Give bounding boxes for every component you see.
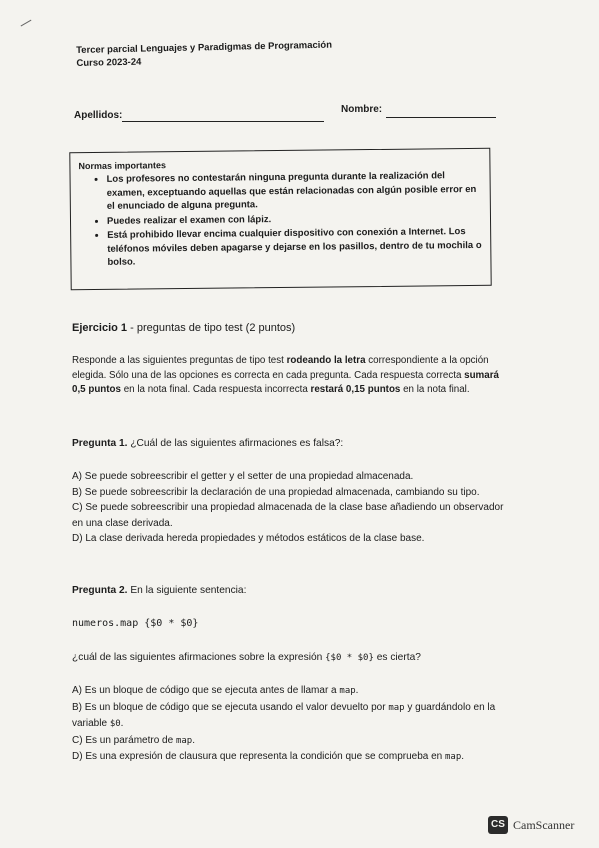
question-2-prompt [72,651,421,665]
exam-header [76,39,332,70]
code-snippet: numeros.map {$0 * $0} [72,618,199,629]
question-label: Pregunta 1. [72,438,128,449]
norms-box [69,148,491,290]
exercise-instructions [72,354,512,398]
option-d[interactable] [72,749,517,766]
camscanner-watermark: CamScanner [513,818,575,832]
question-text: ¿Cuál de las siguientes afirmaciones es falsa?: [127,438,344,449]
option-text: . [192,734,195,746]
intro-text: en la nota final. Cada respuesta incorrecta [121,384,311,395]
option-text: D) Es una expresión de clausura que representa la condición que se comprueba en [72,751,446,762]
option-d[interactable]: D) La clase derivada hereda propiedades y métodos estáticos de la clase base. [72,533,425,544]
apellidos-line[interactable] [122,121,324,122]
question-2 [72,584,246,598]
option-text: C) Es un parámetro de [72,734,176,746]
option-code: $0 [109,719,121,729]
exercise-title [72,322,295,334]
question-1-options [72,469,517,547]
intro-text: Responde a las siguientes preguntas de tipo test [72,355,287,366]
option-code: map [388,702,405,713]
option-c[interactable] [72,733,517,750]
apellidos-label: Apellidos: [74,110,123,121]
question-text: En la siguiente sentencia: [127,585,247,596]
question-label: Pregunta 2. [72,585,128,596]
nombre-line[interactable] [386,117,496,118]
prompt-code: {$0 * $0} [325,653,374,663]
norms-title: Normas importantes [78,160,167,172]
option-text: y guardándolo en la variable [72,701,496,729]
option-code: map [339,686,356,696]
option-c[interactable]: C) Se puede sobreescribir una propiedad almacenada de la clase base añadiendo un observador en una clase derivada. [72,502,504,529]
intro-bold: rodeando la letra [286,355,366,366]
exercise-subtitle: - preguntas de tipo test (2 puntos) [127,322,296,334]
header-title: Tercer parcial Lenguajes y Paradigmas de Programación [76,39,333,56]
intro-text: correspondiente a la opción elegida. Sólo una de las opciones es correcta en cada pregunta. Cada respuesta correcta [72,355,489,381]
option-a[interactable] [72,683,517,700]
norm-item: • Está prohibido llevar encima cualquier dispositivo con conexión a Internet. Los teléfonos móviles deben apagarse y dejarse en los pasillos, dentro de tu mochila o bolso. [107,225,482,269]
norm-item: • Puedes realizar el examen con lápiz. [107,210,482,227]
option-text: B) Es un bloque de código que se ejecuta usando el valor devuelto por [72,701,389,713]
option-a[interactable]: A) Se puede sobreescribir el getter y el setter de una propiedad almacenada. [72,471,414,482]
norms-list [79,169,483,270]
option-text: A) Es un bloque de código que se ejecuta antes de llamar a [72,685,340,696]
question-2-options [72,683,517,766]
question-1 [72,437,343,451]
pen-mark [21,20,36,34]
header-course: Curso 2023-24 [76,56,142,69]
camscanner-logo-icon: CS [488,816,508,834]
option-b[interactable]: B) Se puede sobreescribir la declaración de una propiedad almacenada, cambiando su tipo. [72,486,480,498]
nombre-label: Nombre: [341,104,383,115]
option-code: map [445,752,462,762]
option-text: . [461,751,465,762]
option-text: . [355,685,359,696]
intro-text: en la nota final. [400,384,470,395]
option-b[interactable] [72,700,517,733]
exercise-number: Ejercicio 1 [72,322,128,334]
prompt-text: es cierta? [373,652,421,663]
intro-bold: sumará 0,5 puntos [72,369,499,395]
intro-bold: restará 0,15 puntos [310,384,401,395]
prompt-text: ¿cuál de las siguientes afirmaciones sobre la expresión [72,652,326,663]
option-text: . [120,718,124,729]
norm-item: • Los profesores no contestarán ninguna pregunta durante la realización del examen, exceptuando aquellas que están relacionadas con algún posible error en el enunciado de alguna pregunta. [107,169,482,213]
option-code: map [175,735,193,746]
